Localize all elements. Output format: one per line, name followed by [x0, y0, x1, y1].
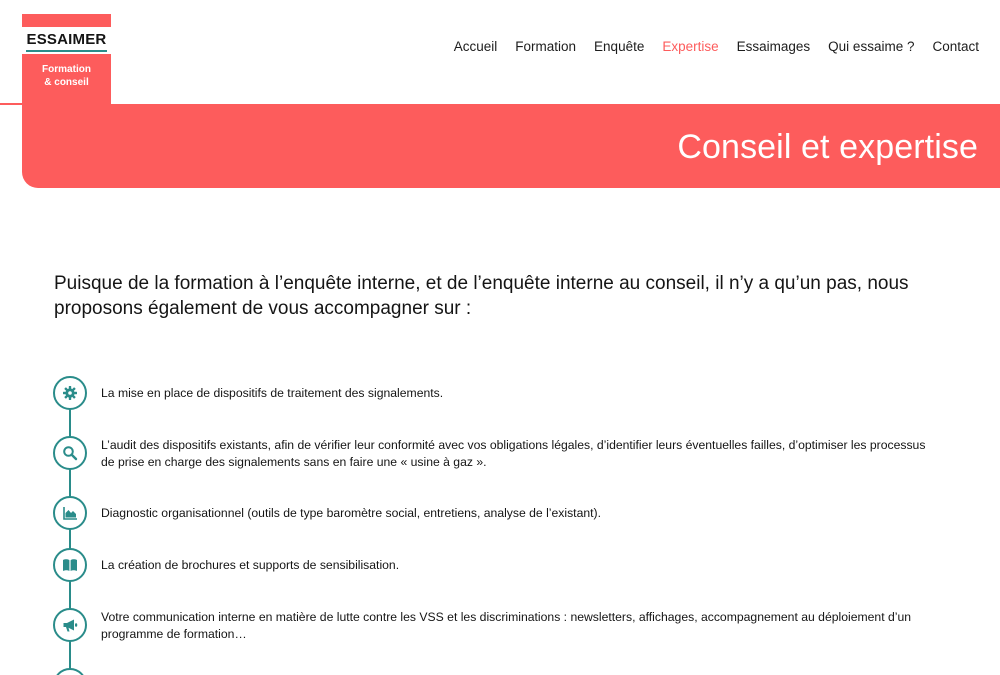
- intro-paragraph: Puisque de la formation à l’enquête interne, et de l’enquête interne au conseil, il n’y a qu’un pas, nous proposons également de vous accompagner sur :: [54, 273, 909, 319]
- logo-subtitle-line1: Formation: [42, 64, 91, 75]
- gear-icon: [53, 376, 87, 410]
- nav-item-enquete[interactable]: Enquête: [594, 39, 645, 54]
- header-divider: [0, 103, 24, 105]
- book-icon: [53, 548, 87, 582]
- nav-item-accueil[interactable]: Accueil: [453, 39, 498, 54]
- page-banner: [22, 104, 1000, 188]
- nav-item-contact[interactable]: Contact: [932, 39, 979, 54]
- list-item-text: La création de brochures et supports de sensibilisation.: [101, 558, 400, 572]
- megaphone-icon: [53, 608, 87, 642]
- main-nav: [436, 39, 979, 54]
- nav-item-formation[interactable]: Formation: [515, 39, 577, 54]
- logo-rule: [26, 50, 107, 52]
- page-title: Conseil et expertise: [677, 128, 978, 166]
- list-item-text: La mise en place de dispositifs de traitement des signalements.: [101, 386, 444, 400]
- list-item-text: Diagnostic organisationnel (outils de type baromètre social, entretiens, analyse de l’existant).: [101, 506, 601, 520]
- nav-item-essaimages[interactable]: Essaimages: [736, 39, 811, 54]
- area-chart-icon: [53, 496, 87, 530]
- site-logo[interactable]: [22, 14, 111, 104]
- logo-name: ESSAIMER: [26, 31, 107, 48]
- search-icon: [53, 436, 87, 470]
- logo-subtitle-line2: & conseil: [44, 77, 89, 88]
- nav-item-qui-essaime[interactable]: Qui essaime ?: [828, 39, 915, 54]
- list-item-text: L’audit des dispositifs existants, afin de vérifier leur conformité avec vos obligations légales, d’identifier leurs éventuelles failles, d’optimiser les processus de prise en charge des signalements sans en faire une « usine à gaz ».: [101, 438, 926, 469]
- logo-top-bar: [22, 14, 111, 27]
- nav-item-expertise[interactable]: Expertise: [662, 39, 719, 54]
- list-item-text: Votre communication interne en matière de lutte contre les VSS et les discriminations : newsletters, affichages, accompagnement au déploiement d’un programme de formation…: [101, 610, 912, 641]
- logo-subtitle-block: [22, 54, 111, 104]
- next-item-icon: [53, 668, 87, 675]
